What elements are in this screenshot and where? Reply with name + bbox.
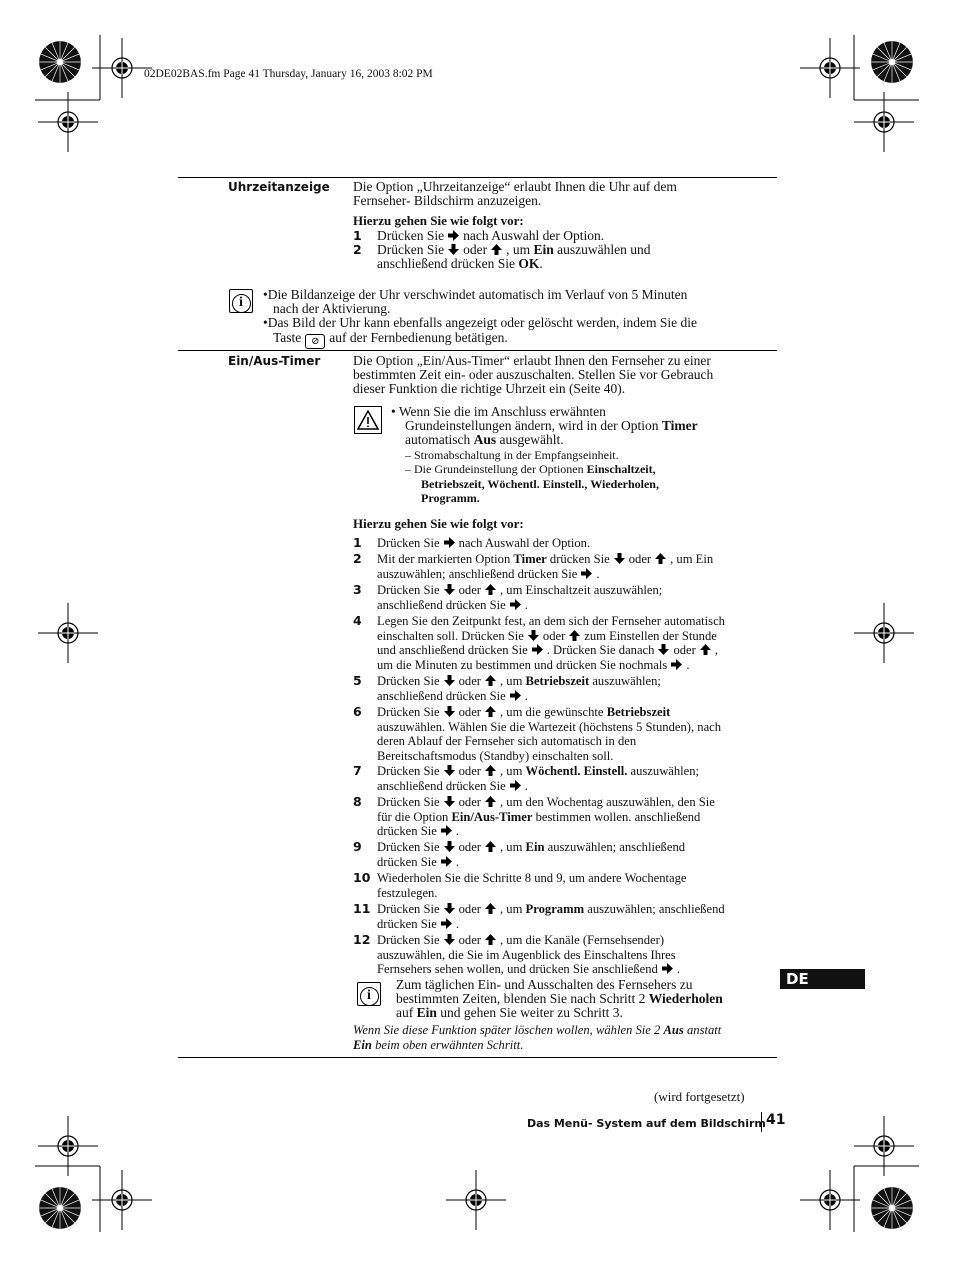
step-5 xyxy=(353,674,775,703)
note-line: •Das Bild der Uhr kann ebenfalls angezeigt oder gelöscht werden, indem Sie die xyxy=(263,315,697,331)
arrow-down-icon xyxy=(527,629,540,642)
step-number: 8 xyxy=(353,794,362,809)
step-text: . xyxy=(539,256,543,272)
step-text: bestimmen wollen. anschließend xyxy=(535,809,701,824)
step-number: 2 xyxy=(353,551,362,566)
arrow-up-icon xyxy=(484,933,497,946)
footer-title: Das Menü- System auf dem Bildschirm xyxy=(527,1117,766,1130)
howto-heading: Hierzu gehen Sie wie folgt vor: xyxy=(353,516,524,531)
arrow-up-icon xyxy=(568,629,581,642)
note-line: nach der Aktivierung. xyxy=(273,301,391,317)
step-text: , um xyxy=(506,242,531,257)
step-text: Fernsehers sehen wollen, und drücken Sie anschließend xyxy=(377,962,658,977)
step-text: oder xyxy=(673,643,696,658)
info-line: Zum täglichen Ein- und Ausschalten des Fernsehers zu xyxy=(396,977,693,992)
step-keyword: Ein xyxy=(525,840,545,854)
info-icon: i xyxy=(357,982,381,1006)
step-text: Drücken Sie xyxy=(377,228,445,243)
arrow-up-icon xyxy=(484,674,497,687)
arrow-down-icon xyxy=(443,902,456,915)
step-text: festzulegen. xyxy=(377,885,438,900)
step-text: , um die gewünschte xyxy=(500,705,604,719)
step-text: auszuwählen, die Sie im Augenblick des Einschaltens Ihres xyxy=(377,947,676,962)
step-text: Drücken Sie xyxy=(377,583,440,597)
warning-text: – Die Grundeinstellung der Optionen xyxy=(405,462,584,477)
language-tab: DE xyxy=(780,969,865,989)
step-3 xyxy=(353,583,775,612)
arrow-right-icon xyxy=(661,962,674,975)
step-text: drücken Sie xyxy=(549,552,610,566)
arrow-down-icon xyxy=(443,764,456,777)
step-text: . xyxy=(676,962,680,977)
step-number: 11 xyxy=(353,901,371,916)
step-text: oder xyxy=(458,795,481,809)
info-text: auf xyxy=(396,1005,414,1021)
step-keyword: Timer xyxy=(513,552,547,566)
step-text: oder xyxy=(463,242,488,257)
step-text: drücken Sie xyxy=(377,916,437,931)
step-text: , um xyxy=(500,902,523,916)
step-keyword: Ein/Aus-Timer xyxy=(451,809,533,824)
intro-line: dieser Funktion die richtige Uhrzeit ein (Seite 40). xyxy=(353,381,626,397)
italic-keyword: Aus xyxy=(663,1023,684,1037)
step-text: . xyxy=(596,566,600,581)
warning-text: ausgewählt. xyxy=(499,432,564,448)
arrow-right-icon xyxy=(443,536,456,549)
warning-keyword: Einschaltzeit, xyxy=(586,462,656,477)
arrow-down-icon xyxy=(443,933,456,946)
arrow-down-icon xyxy=(443,840,456,853)
bottom-rule xyxy=(178,1057,777,1058)
step-text: Drücken Sie xyxy=(377,764,440,778)
step-text: Drücken Sie xyxy=(377,536,440,550)
step-text: . xyxy=(524,688,528,703)
step-text: Bereitschaftsmodus (Standby) einschalten soll. xyxy=(377,748,614,763)
step-number: 12 xyxy=(353,932,371,947)
section-label-uhrzeitanzeige: Uhrzeitanzeige xyxy=(228,180,330,194)
step-2 xyxy=(353,552,775,581)
step-text: auszuwählen und xyxy=(557,242,651,257)
arrow-up-icon xyxy=(490,243,503,256)
howto-heading: Hierzu gehen Sie wie folgt vor: xyxy=(353,213,524,228)
top-rule xyxy=(178,177,777,178)
intro-line: Fernseher- Bildschirm anzuzeigen. xyxy=(353,193,542,209)
step-text: Drücken Sie xyxy=(377,674,440,688)
arrow-down-icon xyxy=(443,583,456,596)
step-text: , um den Wochentag auszuwählen, den Sie xyxy=(500,795,715,809)
arrow-down-icon xyxy=(657,643,670,656)
step-text: Legen Sie den Zeitpunkt fest, an dem sich der Fernseher automatisch xyxy=(377,614,725,628)
info-text: bestimmten Zeiten, blenden Sie nach Schritt 2 xyxy=(396,991,646,1007)
step-text: anschließend drücken Sie xyxy=(377,256,515,272)
italic-note: anstatt xyxy=(686,1023,722,1037)
arrow-right-icon xyxy=(447,229,460,242)
step-keyword: Programm xyxy=(525,902,585,916)
step-text: oder xyxy=(458,674,481,688)
step-number: 6 xyxy=(353,704,362,719)
arrow-up-icon xyxy=(484,764,497,777)
step-text: auszuwählen. Wählen Sie die Wartezeit (höchstens 5 Stunden), nach xyxy=(377,719,722,734)
step-keyword: OK xyxy=(518,256,540,272)
step-number: 5 xyxy=(353,673,362,688)
warning-keyword: Timer xyxy=(661,418,698,434)
step-number: 3 xyxy=(353,582,362,597)
intro-line: bestimmten Zeit ein- oder auszuschalten. Stellen Sie vor Gebrauch xyxy=(353,367,714,383)
arrow-up-icon xyxy=(484,840,497,853)
arrow-right-icon xyxy=(509,689,522,702)
warning-icon xyxy=(354,406,382,434)
italic-note: Wenn Sie diese Funktion später löschen wollen, wählen Sie 2 xyxy=(353,1023,661,1037)
step-12 xyxy=(353,933,775,977)
step-text: auszuwählen; xyxy=(630,764,700,778)
arrow-up-icon xyxy=(484,583,497,596)
arrow-up-icon xyxy=(699,643,712,656)
footer-divider xyxy=(761,1112,762,1132)
step-text: einschalten soll. Drücken Sie xyxy=(377,628,524,643)
info-text: und gehen Sie weiter zu Schritt 3. xyxy=(440,1005,623,1021)
step-text: nach Auswahl der Option. xyxy=(458,536,591,550)
step-text: , um Ein xyxy=(670,552,714,566)
step-number: 1 xyxy=(353,228,362,243)
step-text: oder xyxy=(458,705,481,719)
step-4 xyxy=(353,614,775,672)
warning-line: – Stromabschaltung in der Empfangseinheit. xyxy=(405,447,619,462)
step-text: für die Option xyxy=(377,809,449,824)
italic-keyword: Ein xyxy=(353,1037,372,1052)
step-8 xyxy=(353,795,775,839)
step-text: . Drücken Sie danach xyxy=(546,643,655,658)
step-text: Wiederholen Sie die Schritte 8 und 9, um andere Wochentage xyxy=(377,871,687,885)
step-number: 10 xyxy=(353,870,371,885)
step-text: anschließend drücken Sie xyxy=(377,597,506,612)
continued-note: (wird fortgesetzt) xyxy=(654,1089,745,1104)
note-text: Taste xyxy=(273,329,302,345)
warning-line: Programm. xyxy=(421,491,480,506)
step-text: nach Auswahl der Option. xyxy=(463,228,605,243)
arrow-right-icon xyxy=(440,917,453,930)
step-text: drücken Sie xyxy=(377,824,437,839)
step-text: oder xyxy=(458,933,481,947)
arrow-up-icon xyxy=(484,795,497,808)
arrow-right-icon xyxy=(509,779,522,792)
arrow-down-icon xyxy=(443,705,456,718)
step-text: Drücken Sie xyxy=(377,705,440,719)
arrow-up-icon xyxy=(484,902,497,915)
arrow-right-icon xyxy=(509,598,522,611)
step-text: oder xyxy=(458,583,481,597)
arrow-right-icon xyxy=(670,658,683,671)
step-number: 9 xyxy=(353,839,362,854)
step-10 xyxy=(353,871,775,900)
step-text: oder xyxy=(458,902,481,916)
step-text: auszuwählen; anschließend drücken Sie xyxy=(377,566,578,581)
step-text: , um xyxy=(500,840,523,854)
step-text: . xyxy=(455,854,459,869)
step-text: Drücken Sie xyxy=(377,840,440,854)
step-6 xyxy=(353,705,775,763)
step-text: . xyxy=(455,824,459,839)
note-text: auf der Fernbedienung betätigen. xyxy=(329,329,508,345)
arrow-up-icon xyxy=(654,552,667,565)
step-text: . xyxy=(686,657,690,672)
step-keyword: Betriebszeit xyxy=(525,674,590,688)
step-number: 4 xyxy=(353,613,362,628)
arrow-up-icon xyxy=(484,705,497,718)
step-text: und anschließend drücken Sie xyxy=(377,643,528,658)
arrow-down-icon xyxy=(443,674,456,687)
warning-text: automatisch xyxy=(405,432,471,448)
step-number: 1 xyxy=(353,535,362,550)
arrow-right-icon xyxy=(531,643,544,656)
intro-line: Die Option „Ein/Aus-Timer“ erlaubt Ihnen den Fernseher zu einer xyxy=(353,353,711,368)
step-text: Drücken Sie xyxy=(377,902,440,916)
step-text: anschließend drücken Sie xyxy=(377,778,506,793)
step-9 xyxy=(353,840,775,869)
info-icon: i xyxy=(229,289,253,313)
step-keyword: Wöchentl. Einstell. xyxy=(525,764,628,778)
step-text: auszuwählen; anschließend xyxy=(547,840,686,854)
step-text: , xyxy=(714,643,718,658)
step-11 xyxy=(353,902,775,931)
step-text: , um die Kanäle (Fernsehsender) xyxy=(500,933,665,947)
step-text: auszuwählen; xyxy=(592,674,661,688)
step-text: oder xyxy=(542,628,566,643)
step-text: Mit der markierten Option xyxy=(377,552,511,566)
step-text: , um Einschaltzeit auszuwählen; xyxy=(500,583,663,597)
arrow-down-icon xyxy=(613,552,626,565)
step-text: deren Ablauf der Fernseher sich automatisch in den xyxy=(377,734,637,749)
step-text: . xyxy=(524,597,528,612)
step-keyword: Betriebszeit xyxy=(606,705,671,719)
step-text: zum Einstellen der Stunde xyxy=(584,628,717,643)
info-keyword: Wiederholen xyxy=(648,991,723,1007)
intro-line: Die Option „Uhrzeitanzeige“ erlaubt Ihnen die Uhr auf dem xyxy=(353,179,677,194)
info-keyword: Ein xyxy=(416,1005,437,1021)
step-text: um die Minuten zu bestimmen und drücken Sie nochmals xyxy=(377,657,668,672)
warning-text: Grundeinstellungen ändern, wird in der Option xyxy=(405,418,659,434)
step-text: auszuwählen; anschließend xyxy=(587,902,725,916)
remote-clock-button-icon: ⊘ xyxy=(305,334,325,349)
step-number: 2 xyxy=(353,242,362,257)
page-number: 41 xyxy=(766,1112,786,1128)
note-line: •Die Bildanzeige der Uhr verschwindet automatisch im Verlauf von 5 Minuten xyxy=(263,287,688,302)
arrow-right-icon xyxy=(440,855,453,868)
warning-keyword: Aus xyxy=(473,432,497,448)
step-text: drücken Sie xyxy=(377,854,437,869)
section-label-ein-aus-timer: Ein/Aus-Timer xyxy=(228,354,321,368)
step-text: anschließend drücken Sie xyxy=(377,688,506,703)
file-header: 02DE02BAS.fm Page 41 Thursday, January 16, 2003 8:02 PM xyxy=(144,68,433,80)
step-2 xyxy=(353,243,775,271)
step-text: oder xyxy=(458,840,481,854)
step-text: Drücken Sie xyxy=(377,795,440,809)
section-rule xyxy=(178,350,777,351)
step-7 xyxy=(353,764,775,793)
arrow-down-icon xyxy=(447,243,460,256)
warning-line: Betriebszeit, Wöchentl. Einstell., Wiederholen, xyxy=(421,476,659,491)
step-text: . xyxy=(455,916,459,931)
step-number: 7 xyxy=(353,763,362,778)
arrow-right-icon xyxy=(440,824,453,837)
step-text: . xyxy=(524,778,528,793)
step-1 xyxy=(353,536,775,551)
step-text: Drücken Sie xyxy=(377,933,440,947)
step-text: , um xyxy=(500,764,523,778)
warning-line: • Wenn Sie die im Anschluss erwähnten xyxy=(391,404,606,419)
step-text: oder xyxy=(628,552,652,566)
step-keyword: Ein xyxy=(533,242,554,257)
step-text: Drücken Sie xyxy=(377,242,445,257)
arrow-right-icon xyxy=(580,567,593,580)
step-text: oder xyxy=(458,764,481,778)
arrow-down-icon xyxy=(443,795,456,808)
italic-note: beim oben erwähnten Schritt. xyxy=(375,1037,524,1052)
step-text: , um xyxy=(500,674,523,688)
